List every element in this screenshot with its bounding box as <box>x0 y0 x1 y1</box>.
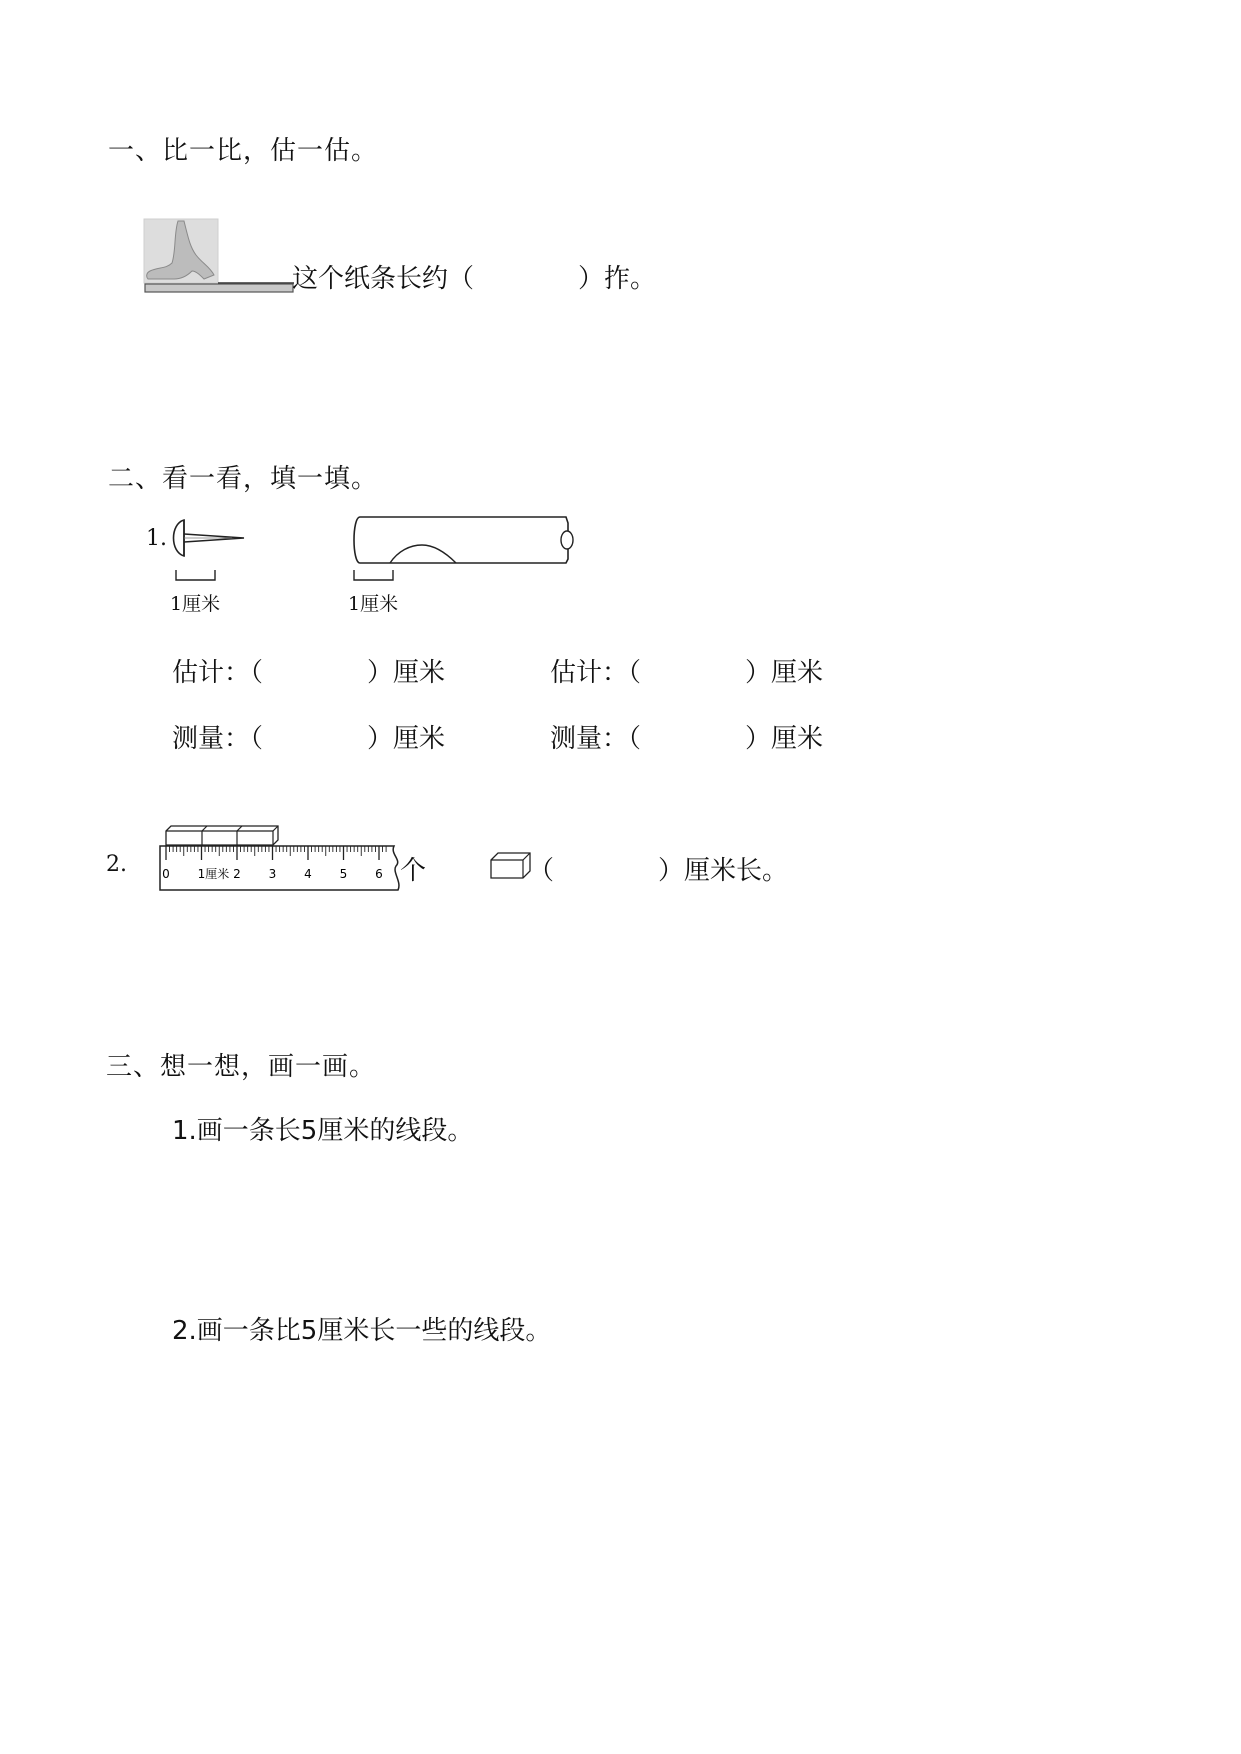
ruler-label: 6 <box>375 867 383 881</box>
ruler-with-cubes <box>158 826 418 894</box>
ruler-body <box>160 846 399 890</box>
ruler-label: 4 <box>304 867 312 881</box>
scale-bar-left <box>175 570 217 582</box>
q2-text-after: （ ）厘米长。 <box>528 856 789 886</box>
section1-heading: 一、比一比，估一估。 <box>108 136 379 166</box>
thumbtack-icon <box>172 518 252 558</box>
scale-bar-right <box>353 570 395 582</box>
section2-heading: 二、看一看，填一填。 <box>108 464 379 494</box>
ruler-label: 5 <box>339 867 348 881</box>
cube-row <box>166 826 278 845</box>
section3-item-1: 1.画一条长5厘米的线段。 <box>172 1116 474 1146</box>
scale-label-right: 1厘米 <box>348 593 399 615</box>
hand-on-strip-figure <box>144 219 296 295</box>
section1-question: 这个纸条长约（ ）拃。 <box>292 264 657 294</box>
q2-number: 2. <box>106 852 127 877</box>
right-estimate-line: 估计：（ ）厘米 <box>550 658 824 688</box>
scale-label-left: 1厘米 <box>170 593 221 615</box>
section3-heading: 三、想一想，画一画。 <box>106 1052 377 1082</box>
ruler-label: 2 <box>233 867 241 881</box>
q1-number: 1. <box>146 526 167 551</box>
right-measure-line: 测量：（ ）厘米 <box>550 724 824 754</box>
left-estimate-line: 估计：（ ）厘米 <box>172 658 446 688</box>
section3-item-2: 2.画一条比5厘米长一些的线段。 <box>172 1316 552 1346</box>
chalk-icon <box>350 515 580 567</box>
ruler-label: 3 <box>268 867 277 881</box>
ruler-label: 1厘米 <box>197 867 230 881</box>
paper-strip <box>145 284 293 292</box>
ruler-label: 0 <box>162 867 170 881</box>
q2-text-before: 个 <box>400 856 427 886</box>
left-measure-line: 测量：（ ）厘米 <box>172 724 446 754</box>
